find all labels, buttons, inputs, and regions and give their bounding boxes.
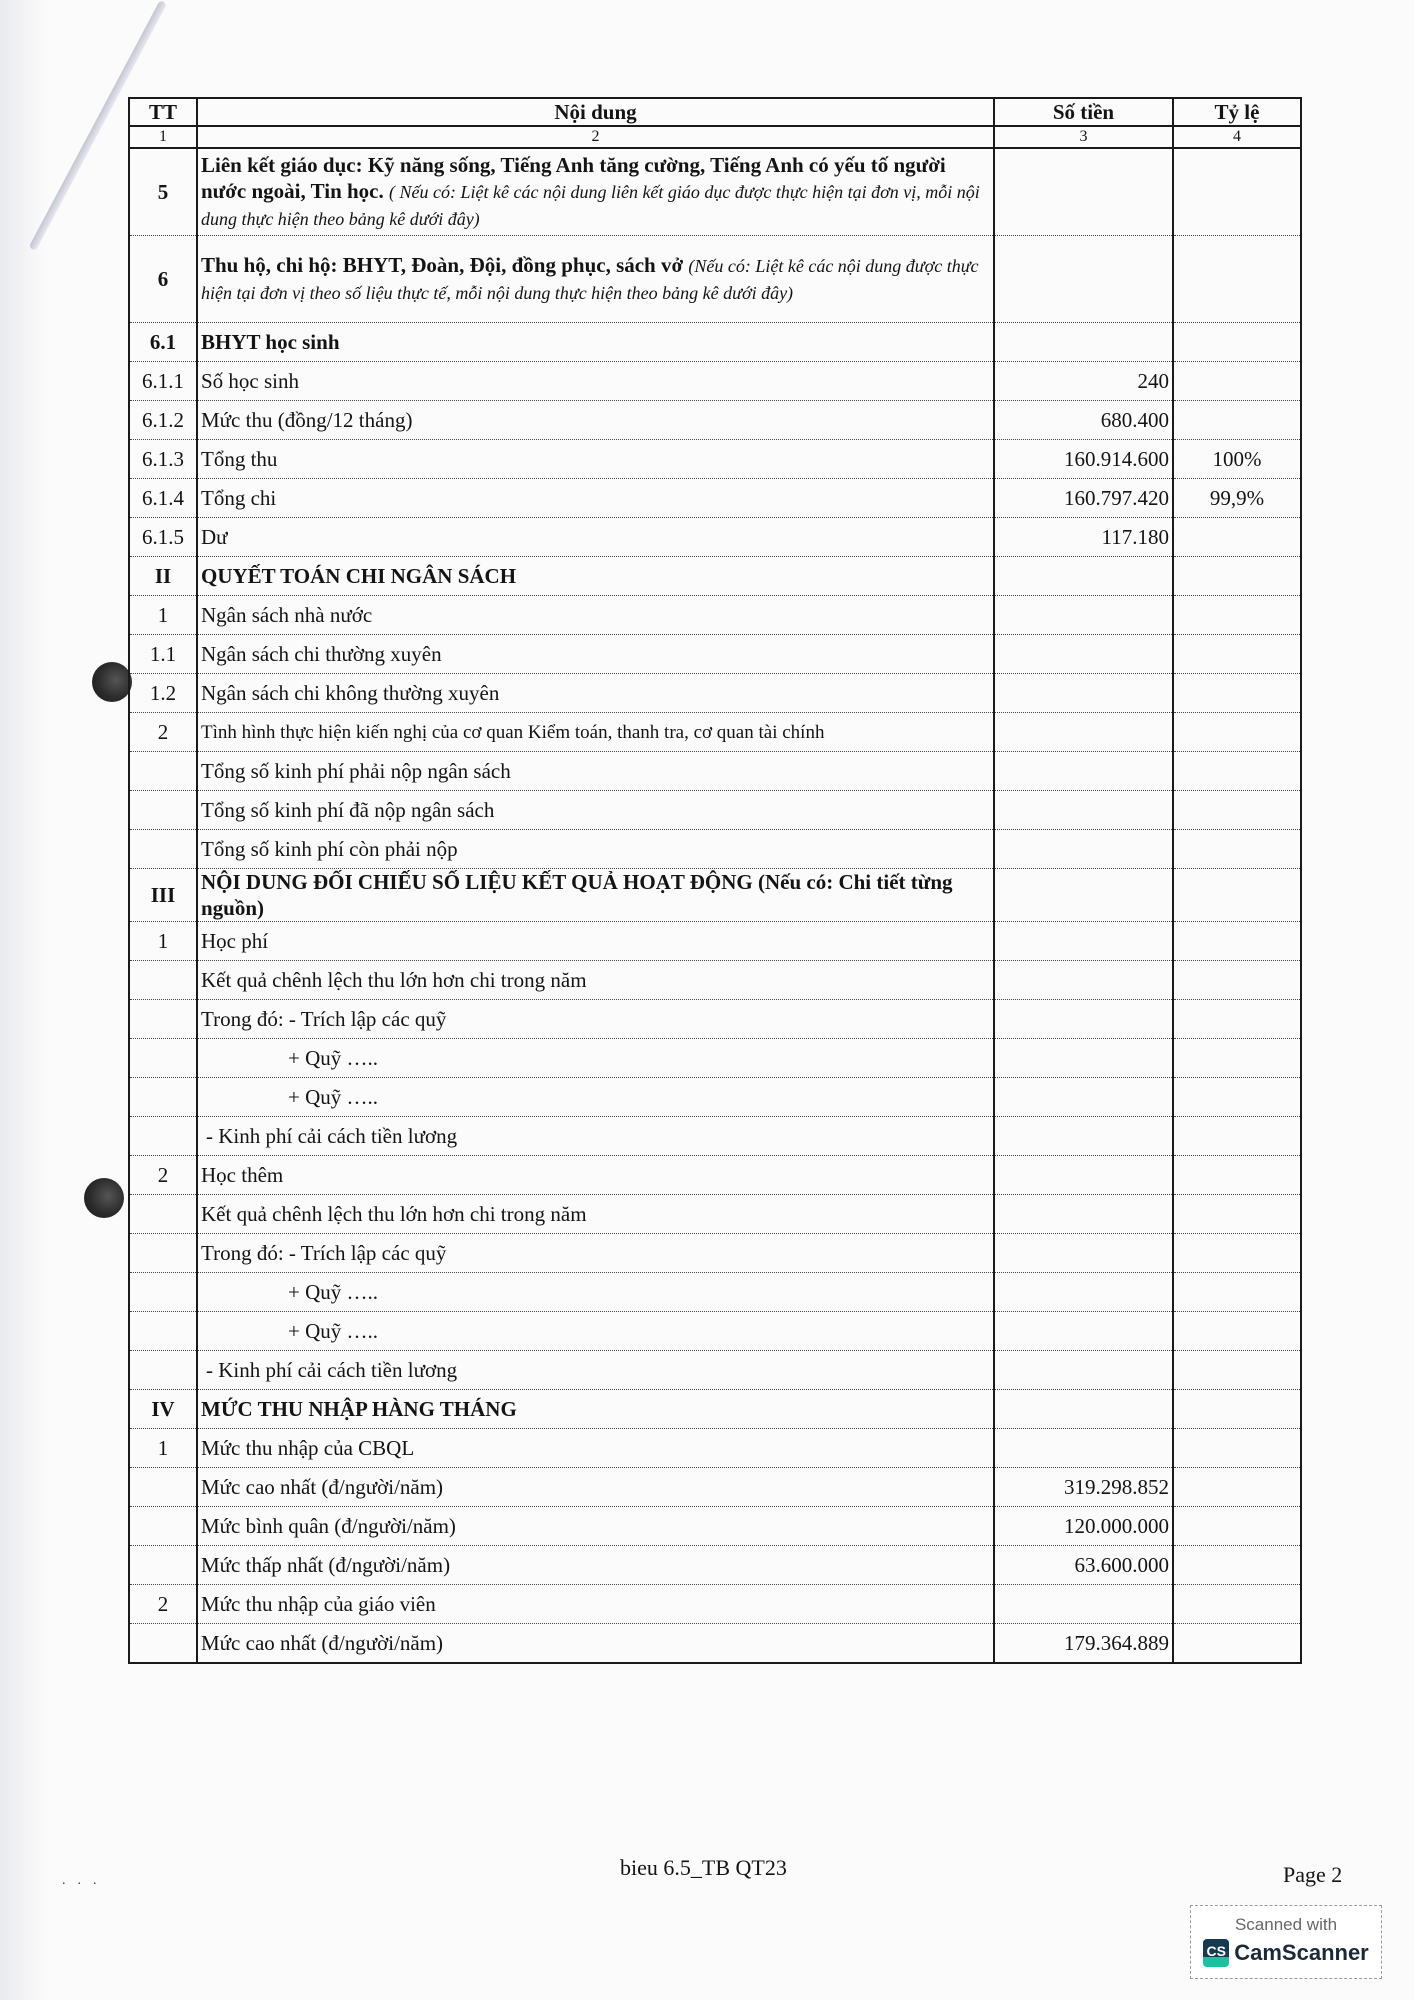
- row-content-cell: [197, 1117, 994, 1156]
- row-content: - Kinh phí cải cách tiền lương: [206, 1358, 458, 1382]
- row-tt: 2: [129, 1585, 197, 1624]
- row-amount: [994, 557, 1173, 596]
- row-amount: [994, 236, 1173, 323]
- page-number: Page 2: [1283, 1862, 1343, 1887]
- row-content: Tổng số kinh phí còn phải nộp: [201, 837, 458, 861]
- table-row: [129, 1000, 1301, 1039]
- row-content: Mức thu nhập của CBQL: [201, 1436, 415, 1460]
- table-row: [129, 323, 1301, 362]
- row-ratio: [1173, 791, 1301, 830]
- row-ratio: [1173, 635, 1301, 674]
- table-body: [129, 148, 1301, 1663]
- form-code: bieu 6.5_TB QT23: [620, 1855, 787, 1880]
- scan-edge-shadow: [0, 0, 46, 2000]
- table-row: [129, 401, 1301, 440]
- row-tt: IV: [129, 1390, 197, 1429]
- row-content-cell: [197, 1429, 994, 1468]
- row-content: Dư: [201, 525, 228, 549]
- table-row: [129, 1390, 1301, 1429]
- row-content-cell: [197, 323, 994, 362]
- row-tt: [129, 1312, 197, 1351]
- row-amount: [994, 1585, 1173, 1624]
- row-tt: [129, 1234, 197, 1273]
- row-content: Kết quả chênh lệch thu lớn hơn chi trong năm: [201, 1202, 587, 1226]
- punch-hole: [92, 662, 132, 702]
- row-ratio: [1173, 713, 1301, 752]
- row-tt: 1.1: [129, 635, 197, 674]
- row-content-cell: [197, 1195, 994, 1234]
- row-amount: [994, 1078, 1173, 1117]
- row-ratio: 99,9%: [1173, 479, 1301, 518]
- row-ratio: [1173, 1546, 1301, 1585]
- row-amount: 160.914.600: [994, 440, 1173, 479]
- table-row: [129, 1585, 1301, 1624]
- row-content: Ngân sách nhà nước: [201, 603, 373, 627]
- table-row: [129, 1312, 1301, 1351]
- row-amount: 319.298.852: [994, 1468, 1173, 1507]
- row-tt: [129, 1000, 197, 1039]
- row-tt: 1: [129, 922, 197, 961]
- row-content-cell: [197, 922, 994, 961]
- row-content-cell: [197, 674, 994, 713]
- row-content: Mức thu (đồng/12 tháng): [201, 408, 413, 432]
- row-content: Mức bình quân (đ/người/năm): [201, 1514, 456, 1538]
- row-amount: [994, 1429, 1173, 1468]
- row-tt: [129, 1351, 197, 1390]
- row-tt: [129, 1078, 197, 1117]
- table-row: [129, 1351, 1301, 1390]
- row-tt: 6: [129, 236, 197, 323]
- row-ratio: [1173, 1429, 1301, 1468]
- table-row: [129, 1234, 1301, 1273]
- row-tt: 6.1.2: [129, 401, 197, 440]
- row-tt: 1.2: [129, 674, 197, 713]
- row-ratio: 100%: [1173, 440, 1301, 479]
- row-tt: 2: [129, 1156, 197, 1195]
- table-row: [129, 961, 1301, 1000]
- row-content-cell: [197, 1039, 994, 1078]
- row-content-cell: [197, 518, 994, 557]
- row-content: BHYT học sinh: [201, 330, 340, 354]
- table-row: [129, 752, 1301, 791]
- row-tt: [129, 1117, 197, 1156]
- row-content-cell: [197, 1078, 994, 1117]
- row-content-cell: [197, 830, 994, 869]
- row-content-cell: [197, 479, 994, 518]
- row-content: Học thêm: [201, 1163, 284, 1187]
- row-content-cell: [197, 236, 994, 323]
- row-content: Tổng số kinh phí phải nộp ngân sách: [201, 759, 511, 783]
- row-tt: 6.1.3: [129, 440, 197, 479]
- row-ratio: [1173, 674, 1301, 713]
- table-row: [129, 1507, 1301, 1546]
- row-content: Học phí: [201, 929, 269, 953]
- row-ratio: [1173, 1195, 1301, 1234]
- row-ratio: [1173, 1234, 1301, 1273]
- header-amount: Số tiền: [994, 98, 1173, 126]
- row-content: Tổng thu: [201, 447, 278, 471]
- row-tt: 1: [129, 1429, 197, 1468]
- row-content-cell: [197, 961, 994, 1000]
- row-ratio: [1173, 1078, 1301, 1117]
- row-amount: [994, 596, 1173, 635]
- row-content-cell: [197, 440, 994, 479]
- table-row: [129, 869, 1301, 922]
- row-content-cell: [197, 596, 994, 635]
- table-row: [129, 922, 1301, 961]
- row-content-cell: [197, 557, 994, 596]
- punch-hole: [84, 1178, 124, 1218]
- row-amount: [994, 1117, 1173, 1156]
- row-content-cell: [197, 752, 994, 791]
- row-ratio: [1173, 1468, 1301, 1507]
- row-amount: [994, 922, 1173, 961]
- table-row: [129, 1546, 1301, 1585]
- row-tt: 2: [129, 713, 197, 752]
- row-tt: [129, 1273, 197, 1312]
- table-row: [129, 1039, 1301, 1078]
- header-row: [129, 98, 1301, 126]
- row-ratio: [1173, 1507, 1301, 1546]
- header-tt: TT: [129, 98, 197, 126]
- row-tt: 6.1.4: [129, 479, 197, 518]
- row-content-cell: [197, 713, 994, 752]
- row-content-cell: [197, 1546, 994, 1585]
- row-content: Ngân sách chi không thường xuyên: [201, 681, 500, 705]
- row-amount: [994, 961, 1173, 1000]
- table-row: [129, 440, 1301, 479]
- row-content: Mức thấp nhất (đ/người/năm): [201, 1553, 451, 1577]
- row-ratio: [1173, 869, 1301, 922]
- row-content-cell: [197, 791, 994, 830]
- row-ratio: [1173, 596, 1301, 635]
- row-content-cell: [197, 1234, 994, 1273]
- row-content-cell: [197, 1624, 994, 1664]
- row-amount: [994, 674, 1173, 713]
- column-number-row: [129, 126, 1301, 148]
- row-content-cell: [197, 1273, 994, 1312]
- table-row: [129, 1273, 1301, 1312]
- row-content: MỨC THU NHẬP HÀNG THÁNG: [201, 1397, 517, 1421]
- column-number: 2: [197, 126, 994, 148]
- table-row: [129, 1195, 1301, 1234]
- table-row: [129, 479, 1301, 518]
- row-ratio: [1173, 1000, 1301, 1039]
- row-content: Trong đó: - Trích lập các quỹ: [201, 1007, 447, 1031]
- row-tt: [129, 791, 197, 830]
- table-row: [129, 713, 1301, 752]
- row-amount: [994, 830, 1173, 869]
- header-content: Nội dung: [197, 98, 994, 126]
- row-ratio: [1173, 961, 1301, 1000]
- row-amount: [994, 869, 1173, 922]
- row-ratio: [1173, 830, 1301, 869]
- row-tt: II: [129, 557, 197, 596]
- row-amount: [994, 1234, 1173, 1273]
- row-amount: [994, 1000, 1173, 1039]
- row-content-cell: [197, 1000, 994, 1039]
- footer-dots: ...: [62, 1873, 109, 1888]
- row-content-cell: [197, 1156, 994, 1195]
- row-content-cell: [197, 1507, 994, 1546]
- row-amount: [994, 635, 1173, 674]
- header-ratio: Tỷ lệ: [1173, 98, 1301, 126]
- row-amount: [994, 1156, 1173, 1195]
- table-row: [129, 596, 1301, 635]
- row-content: Kết quả chênh lệch thu lớn hơn chi trong năm: [201, 968, 587, 992]
- row-amount: 680.400: [994, 401, 1173, 440]
- row-tt: 6.1.1: [129, 362, 197, 401]
- row-tt: [129, 1624, 197, 1664]
- row-ratio: [1173, 1156, 1301, 1195]
- row-content: + Quỹ …..: [288, 1085, 379, 1109]
- row-tt: 5: [129, 148, 197, 236]
- table-row: [129, 1117, 1301, 1156]
- column-number: 1: [129, 126, 197, 148]
- row-amount: [994, 1273, 1173, 1312]
- row-ratio: [1173, 362, 1301, 401]
- row-amount: 160.797.420: [994, 479, 1173, 518]
- row-tt: [129, 961, 197, 1000]
- row-content-cell: [197, 401, 994, 440]
- row-amount: 63.600.000: [994, 1546, 1173, 1585]
- row-ratio: [1173, 752, 1301, 791]
- row-ratio: [1173, 518, 1301, 557]
- row-content-cell: [197, 635, 994, 674]
- row-content: NỘI DUNG ĐỐI CHIẾU SỐ LIỆU KẾT QUẢ HOẠT ĐỘNG (Nếu có: Chi tiết từng nguồn): [201, 870, 953, 920]
- row-amount: [994, 1195, 1173, 1234]
- row-content: Mức thu nhập của giáo viên: [201, 1592, 436, 1616]
- row-content: Tổng chi: [201, 486, 277, 510]
- table-row: [129, 1156, 1301, 1195]
- row-tt: [129, 1468, 197, 1507]
- row-tt: 6.1: [129, 323, 197, 362]
- row-tt: [129, 1546, 197, 1585]
- row-note: (Nếu có: Liệt kê các nội dung được thực hiện tại đơn vị theo số liệu thực tế, mỗi nội dung thực hiện theo bảng kê dưới đây): [201, 256, 979, 303]
- row-tt: [129, 830, 197, 869]
- column-number: 4: [1173, 126, 1301, 148]
- row-ratio: [1173, 1351, 1301, 1390]
- row-ratio: [1173, 148, 1301, 236]
- row-content-cell: [197, 869, 994, 922]
- row-tt: [129, 1195, 197, 1234]
- row-ratio: [1173, 401, 1301, 440]
- row-tt: [129, 752, 197, 791]
- row-amount: [994, 1351, 1173, 1390]
- row-content: Ngân sách chi thường xuyên: [201, 642, 442, 666]
- row-content: Số học sinh: [201, 369, 300, 393]
- camscanner-logo-icon: CS: [1203, 1939, 1229, 1967]
- row-amount: [994, 791, 1173, 830]
- table-row: [129, 635, 1301, 674]
- row-content: Mức cao nhất (đ/người/năm): [201, 1631, 444, 1655]
- table-row: [129, 830, 1301, 869]
- row-amount: [994, 1390, 1173, 1429]
- table-row: [129, 236, 1301, 323]
- row-ratio: [1173, 1117, 1301, 1156]
- column-number: 3: [994, 126, 1173, 148]
- row-ratio: [1173, 1039, 1301, 1078]
- table-row: [129, 1078, 1301, 1117]
- table-row: [129, 791, 1301, 830]
- row-ratio: [1173, 922, 1301, 961]
- row-ratio: [1173, 1585, 1301, 1624]
- row-content: Liên kết giáo dục: Kỹ năng sống, Tiếng Anh tăng cường, Tiếng Anh có yếu tố người nước ngoài, Tin học.: [201, 153, 946, 203]
- table-row: [129, 1468, 1301, 1507]
- table-row: [129, 362, 1301, 401]
- row-content: Mức cao nhất (đ/người/năm): [201, 1475, 444, 1499]
- row-amount: [994, 148, 1173, 236]
- table-row: [129, 674, 1301, 713]
- row-amount: [994, 1039, 1173, 1078]
- row-content: Thu hộ, chi hộ: BHYT, Đoàn, Đội, đồng phục, sách vở: [201, 253, 684, 277]
- row-amount: [994, 752, 1173, 791]
- row-content: QUYẾT TOÁN CHI NGÂN SÁCH: [201, 564, 517, 588]
- camscanner-watermark: [1190, 1905, 1382, 1979]
- row-content: - Kinh phí cải cách tiền lương: [206, 1124, 458, 1148]
- row-note: ( Nếu có: Liệt kê các nội dung liên kết giáo dục được thực hiện tại đơn vị, mỗi nội dung thực hiện theo bảng kê dưới đây): [201, 182, 980, 229]
- row-content-cell: [197, 148, 994, 236]
- row-amount: 179.364.889: [994, 1624, 1173, 1664]
- settlement-table: [128, 97, 1302, 1664]
- table-row: [129, 1624, 1301, 1664]
- row-content-cell: [197, 362, 994, 401]
- row-content-cell: [197, 1585, 994, 1624]
- table-row: [129, 518, 1301, 557]
- watermark-brand: CamScanner: [1234, 1940, 1369, 1965]
- row-amount: 240: [994, 362, 1173, 401]
- row-ratio: [1173, 557, 1301, 596]
- row-content-cell: [197, 1390, 994, 1429]
- row-amount: [994, 323, 1173, 362]
- row-tt: III: [129, 869, 197, 922]
- table-row: [129, 1429, 1301, 1468]
- row-content-cell: [197, 1312, 994, 1351]
- row-content: + Quỹ …..: [288, 1046, 379, 1070]
- row-ratio: [1173, 1624, 1301, 1664]
- row-tt: [129, 1507, 197, 1546]
- row-ratio: [1173, 1390, 1301, 1429]
- row-tt: 1: [129, 596, 197, 635]
- row-content-cell: [197, 1468, 994, 1507]
- table-row: [129, 557, 1301, 596]
- row-ratio: [1173, 323, 1301, 362]
- table-row: [129, 148, 1301, 236]
- row-content: Tình hình thực hiện kiến nghị của cơ quan Kiểm toán, thanh tra, cơ quan tài chính: [201, 722, 825, 743]
- watermark-caption: Scanned with: [1234, 1915, 1338, 1934]
- row-ratio: [1173, 236, 1301, 323]
- row-tt: [129, 1039, 197, 1078]
- row-content-cell: [197, 1351, 994, 1390]
- row-amount: 117.180: [994, 518, 1173, 557]
- row-amount: [994, 1312, 1173, 1351]
- row-content: + Quỹ …..: [288, 1319, 379, 1343]
- row-ratio: [1173, 1312, 1301, 1351]
- row-tt: 6.1.5: [129, 518, 197, 557]
- row-amount: [994, 713, 1173, 752]
- row-content: Trong đó: - Trích lập các quỹ: [201, 1241, 447, 1265]
- row-content: Tổng số kinh phí đã nộp ngân sách: [201, 798, 495, 822]
- row-amount: 120.000.000: [994, 1507, 1173, 1546]
- row-ratio: [1173, 1273, 1301, 1312]
- row-content: + Quỹ …..: [288, 1280, 379, 1304]
